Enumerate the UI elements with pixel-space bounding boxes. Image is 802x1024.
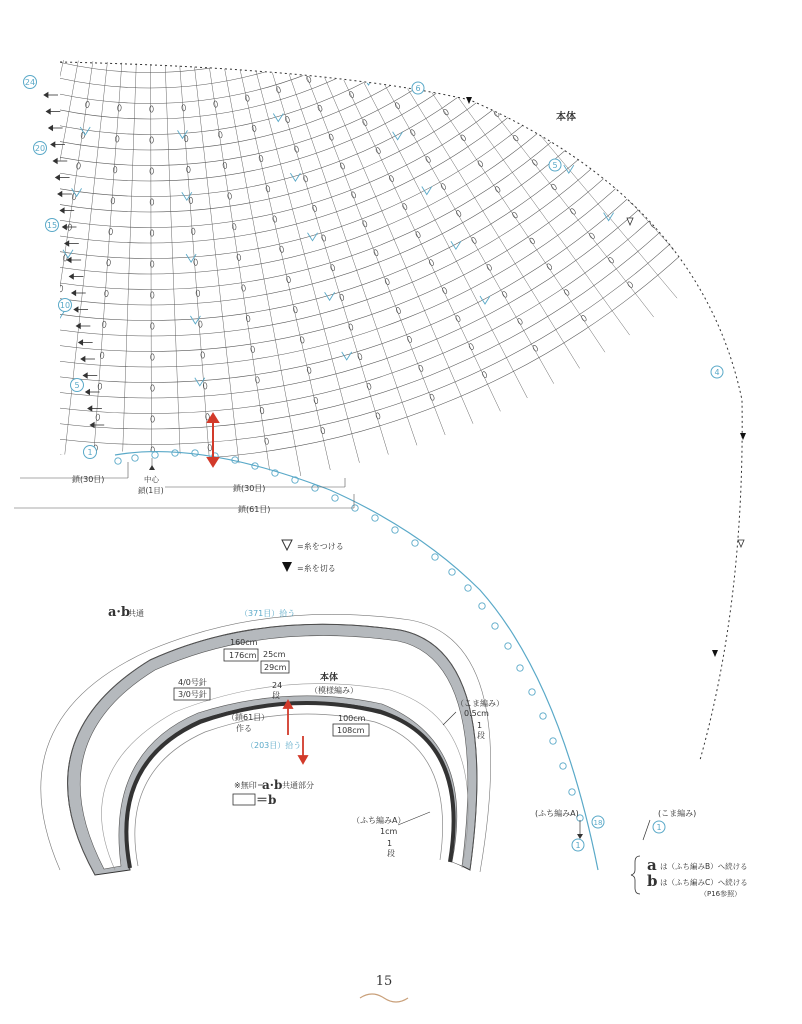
center-label: 中心: [144, 475, 159, 484]
symbol-legend: [282, 540, 344, 573]
option-note: [631, 856, 748, 898]
row-marker-20: [34, 142, 47, 155]
width-inner-b: 108cm: [337, 726, 365, 735]
row-marker-10-label: 10: [59, 301, 71, 310]
note-box-eq: ＝b: [256, 793, 277, 807]
repeat-marker-4: [711, 366, 723, 378]
pattern-label: （模様編み）: [310, 686, 358, 695]
schematic-ab-label: a·b: [108, 605, 131, 620]
koma-rows: 1: [477, 721, 483, 730]
edge-end-row-label: 18: [593, 819, 603, 827]
row-marker-10: [59, 299, 72, 312]
legend-attach-label: =糸をつける: [297, 542, 344, 551]
needle-b: 3/0号針: [178, 690, 207, 699]
row-marker-1: [84, 446, 97, 459]
page-number: 15: [375, 974, 393, 989]
inner-pickup-label: （203目）拾う: [246, 741, 302, 750]
chart-grid: [0, 0, 802, 490]
shawl-schematic: [41, 605, 504, 875]
rows-unit: 段: [272, 691, 280, 700]
footer-flourish-icon: [360, 994, 408, 1002]
option-ref: （P16参照）: [700, 890, 742, 898]
koma-label: （こま編み）: [456, 699, 504, 708]
row-marker-24: [24, 76, 37, 89]
cut-triangle-icon: [712, 650, 718, 657]
cut-yarn-icon: [282, 562, 292, 572]
edge-a-row-label: 1: [575, 841, 581, 850]
edge-koma-label: (こま編み): [658, 809, 697, 818]
note-suffix: 共通部分: [282, 781, 314, 790]
row-marker-20-label: 20: [34, 144, 46, 153]
attach-yarn-icon: [282, 540, 292, 550]
repeat-markers: [412, 82, 723, 378]
repeat-marker-5: [549, 159, 561, 171]
edge-unit: 段: [387, 849, 395, 858]
schematic-red-arrows: [284, 701, 307, 763]
edge-end-labels: [535, 808, 696, 851]
note-ab: a·b: [262, 778, 283, 792]
cut-triangle-icon: [740, 433, 746, 440]
yarn-attach-markers: [627, 218, 744, 547]
row-marker-5-label: 5: [74, 381, 80, 390]
cut-triangle-icon: [466, 97, 472, 104]
chart-title: 本体: [556, 112, 576, 123]
width-outer-a: 160cm: [230, 638, 258, 647]
edge-a-label: (ふち編みA): [535, 809, 579, 818]
option-a-text: は（ふち編みB）へ続ける: [660, 862, 748, 871]
option-b-key: b: [647, 872, 658, 890]
depth-a: 25cm: [263, 650, 286, 659]
make-label: 作る: [236, 724, 252, 733]
shawl-inner-outline: [135, 714, 443, 866]
center-red-arrow: [208, 414, 218, 466]
koma-unit: 段: [477, 731, 485, 740]
body-label: 本体: [320, 673, 339, 683]
edge-a-label: （ふち編みA）: [352, 816, 406, 825]
edge-koma-row-label: 1: [656, 823, 662, 832]
edge-size: 1cm: [380, 827, 398, 836]
row-marker-1-label: 1: [87, 448, 93, 457]
repeat-marker-5-label: 5: [552, 161, 558, 170]
note-box: [233, 794, 255, 805]
attach-triangle-icon: [738, 540, 744, 547]
note-prefix: ※無印＝: [234, 781, 265, 790]
base-chain-mid-label: 鎖(30目): [233, 484, 266, 493]
row-marker-15: [46, 219, 59, 232]
option-b-text: は（ふち編みC）へ続ける: [660, 878, 748, 887]
row-marker-5: [71, 379, 84, 392]
depth-b: 29cm: [264, 663, 287, 672]
needle-a: 4/0号針: [178, 678, 207, 687]
foundation-label: （鎖61目）: [227, 713, 270, 722]
legend-cut-label: =糸を切る: [297, 564, 336, 573]
page-footer: [360, 974, 408, 1002]
outer-pickup-label: （371目）拾う: [240, 609, 296, 618]
center-chain-label: 鎖(1目): [138, 486, 164, 495]
repeat-marker-6-label: 6: [415, 84, 421, 93]
base-chain-labels: [14, 458, 354, 514]
schematic-ab-common: 共通: [128, 609, 144, 618]
row-direction-arrows: [44, 93, 104, 428]
repeat-marker-4-label: 4: [714, 368, 720, 377]
width-inner-a: 100cm: [338, 714, 366, 723]
option-a-key: a: [647, 856, 657, 874]
base-chain-left-label: 鎖(30目): [72, 475, 105, 484]
attach-triangle-icon: [627, 218, 633, 225]
repeat-marker-6: [412, 82, 424, 94]
rows-count: 24: [272, 681, 283, 690]
row-marker-15-label: 15: [46, 221, 58, 230]
base-chain-total-label: 鎖(61目): [238, 505, 271, 514]
width-outer-b: 176cm: [229, 651, 257, 660]
row-marker-24-label: 24: [24, 78, 36, 87]
koma-size: 0.5cm: [464, 709, 489, 718]
edge-rows: 1: [387, 839, 393, 848]
